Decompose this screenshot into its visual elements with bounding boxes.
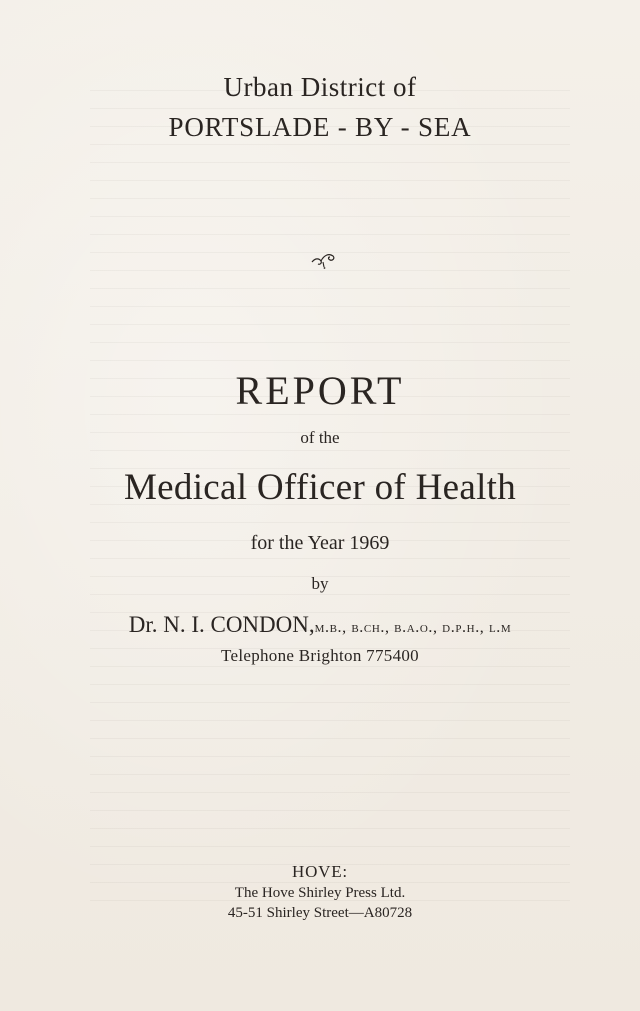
- author-telephone: Telephone Brighton 775400: [220, 646, 419, 665]
- report-title: REPORT: [235, 368, 405, 413]
- by-text: by: [311, 574, 329, 593]
- report-year: for the Year 1969: [250, 532, 390, 554]
- subject-title: Medical Officer of Health: [123, 467, 517, 508]
- author-line: [0, 612, 640, 638]
- district-heading: Urban District of: [223, 72, 417, 102]
- publisher-address: 45-51 Shirley Street—A80728: [227, 905, 413, 921]
- publisher-place: HOVE:: [292, 862, 348, 881]
- author-qualifications: m.b., b.ch., b.a.o., d.p.h., l.m: [314, 619, 512, 636]
- publisher-name: The Hove Shirley Press Ltd.: [234, 885, 406, 901]
- of-the-text: of the: [300, 428, 340, 447]
- town-heading: PORTSLADE - BY - SEA: [168, 112, 472, 142]
- fleuron-ornament-icon: [309, 250, 337, 270]
- author-name: Dr. N. I. CONDON,: [128, 612, 315, 637]
